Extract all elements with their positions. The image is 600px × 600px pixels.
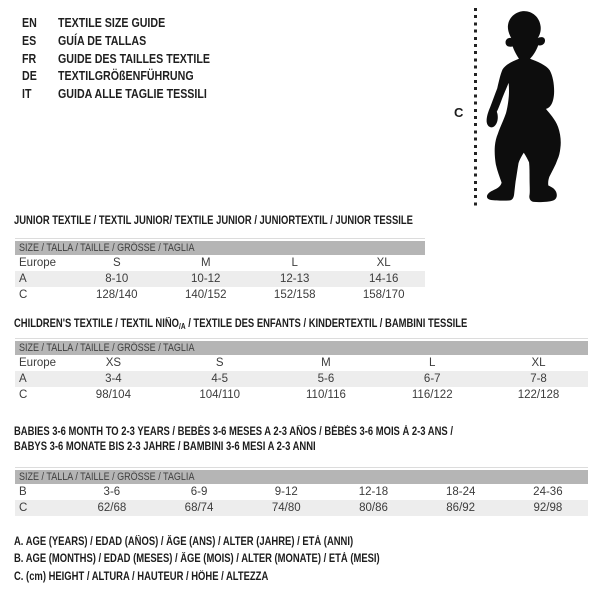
language-title-block [22, 14, 243, 102]
row-label: C [19, 289, 28, 301]
table-row-europe [15, 355, 588, 371]
table-row-height [15, 500, 588, 516]
language-code: DE [22, 68, 37, 84]
value-cell: 12-18 [358, 486, 389, 498]
size-cell: M [321, 357, 331, 369]
babies-section-title-line1: BABIES 3-6 MONTH TO 2-3 YEARS / BEBÉS 3-6 MESES A 2-3 AÑOS / BÉBÉS 3-6 MOIS À 2-3 ANS / [14, 426, 453, 438]
value-cell: 62/68 [97, 502, 127, 514]
table-row-europe [15, 255, 425, 271]
value-cell: 92/98 [533, 502, 563, 514]
value-cell: 6-9 [190, 486, 208, 498]
junior-size-table [15, 238, 425, 303]
table-row-age-months [15, 484, 588, 500]
language-code: FR [22, 50, 37, 66]
row-label: B [19, 486, 27, 498]
value-cell: 6-7 [423, 373, 441, 385]
value-cell: 140/152 [184, 289, 227, 301]
value-cell: 152/158 [273, 289, 316, 301]
language-row-en [22, 14, 243, 32]
value-cell: 12-13 [280, 273, 310, 285]
babies-section-title-line2: BABYS 3-6 MONATE BIS 2-3 JAHRE / BAMBINI 3-6 MESI A 2-3 ANNI [14, 441, 316, 453]
language-row-es [22, 32, 243, 50]
language-title: TEXTILGRÖßENFÜHRUNG [58, 68, 194, 84]
value-cell: 24-36 [533, 486, 563, 498]
size-cell: L [291, 257, 298, 269]
table-row-height [15, 287, 425, 303]
value-cell: 80/86 [359, 502, 388, 514]
language-row-it [22, 85, 243, 103]
value-cell: 8-10 [105, 273, 129, 285]
language-code: IT [22, 86, 32, 102]
size-cell: S [215, 357, 224, 369]
language-row-de [22, 67, 243, 85]
size-cell: S [112, 257, 121, 269]
note-age-months: B. AGE (MONTHS) / EDAD (MESES) / ÂGE (MOIS) / ALTER (MONATE) / ETÀ (MESI) [14, 553, 380, 566]
nino-a-subscript: /A [179, 322, 186, 331]
row-label: A [19, 373, 27, 385]
size-cell: XL [376, 257, 391, 269]
value-cell: 68/74 [184, 502, 214, 514]
table-row-age [15, 371, 588, 387]
note-height-cm: C. (cm) HEIGHT / ALTURA / HAUTEUR / HÖHE / ALTEZZA [14, 570, 269, 583]
language-title: TEXTILE SIZE GUIDE [58, 15, 166, 31]
value-cell: 104/110 [199, 389, 241, 401]
language-code: EN [22, 15, 37, 31]
value-cell: 98/104 [95, 389, 131, 401]
row-label: A [19, 273, 27, 285]
height-measure-label: C [454, 105, 464, 120]
size-cell: XL [531, 357, 546, 369]
value-cell: 86/92 [446, 502, 476, 514]
children-section-title: CHILDREN'S TEXTILE / TEXTIL $NIÑO_{/A}$ / TEXTILE DES ENFANTS / KINDERTEXTIL / BAMBINI TESSILE [14, 318, 468, 331]
junior-section-title: JUNIOR TEXTILE / TEXTIL JUNIOR/ TEXTILE JUNIOR / JUNIORTEXTIL / JUNIOR TESSILE [14, 215, 413, 227]
value-cell: 9-12 [274, 486, 298, 498]
children-size-table [15, 338, 588, 403]
value-cell: 4-5 [211, 373, 228, 385]
language-title: GUIDA ALLE TAGLIE TESSILI [58, 86, 207, 102]
table-row-age [15, 271, 425, 287]
size-cell: M [200, 257, 211, 269]
value-cell: 116/122 [411, 389, 453, 401]
value-cell: 122/128 [517, 389, 560, 401]
value-cell: 18-24 [445, 486, 476, 498]
size-cell: XS [105, 357, 122, 369]
row-label: Europe [19, 257, 57, 269]
legend-notes [14, 536, 460, 588]
size-cell: L [429, 357, 436, 369]
row-label: Europe [19, 357, 57, 369]
size-header-bar: SIZE / TALLA / TAILLE / GRÖSSE / TAGLIA [15, 470, 588, 484]
value-cell: 158/170 [362, 289, 405, 301]
value-cell: 10-12 [191, 273, 221, 285]
value-cell: 3-4 [105, 373, 122, 385]
language-code: ES [22, 33, 37, 49]
size-header-bar: SIZE / TALLA / TAILLE / GRÖSSE / TAGLIA [15, 241, 425, 255]
language-row-fr [22, 49, 243, 67]
value-cell: 128/140 [95, 289, 138, 301]
language-title: GUÍA DE TALLAS [58, 33, 147, 49]
value-cell: 14-16 [368, 273, 399, 285]
value-cell: 110/116 [306, 389, 346, 401]
babies-size-table [15, 467, 588, 516]
table-row-height [15, 387, 588, 403]
value-cell: 7-8 [530, 373, 547, 385]
value-cell: 74/80 [271, 502, 301, 514]
language-title: GUIDE DES TAILLES TEXTILE [58, 50, 211, 66]
size-header-bar: SIZE / TALLA / TAILLE / GRÖSSE / TAGLIA [15, 341, 588, 355]
value-cell: 5-6 [317, 373, 335, 385]
note-age-years: A. AGE (YEARS) / EDAD (AÑOS) / ÂGE (ANS) / ALTER (JAHRE) / ETÀ (ANNI) [14, 536, 354, 548]
row-label: C [19, 502, 28, 514]
value-cell: 3-6 [103, 486, 121, 498]
height-measure-line [474, 8, 477, 206]
toddler-silhouette-icon [478, 5, 584, 208]
row-label: C [19, 389, 28, 401]
